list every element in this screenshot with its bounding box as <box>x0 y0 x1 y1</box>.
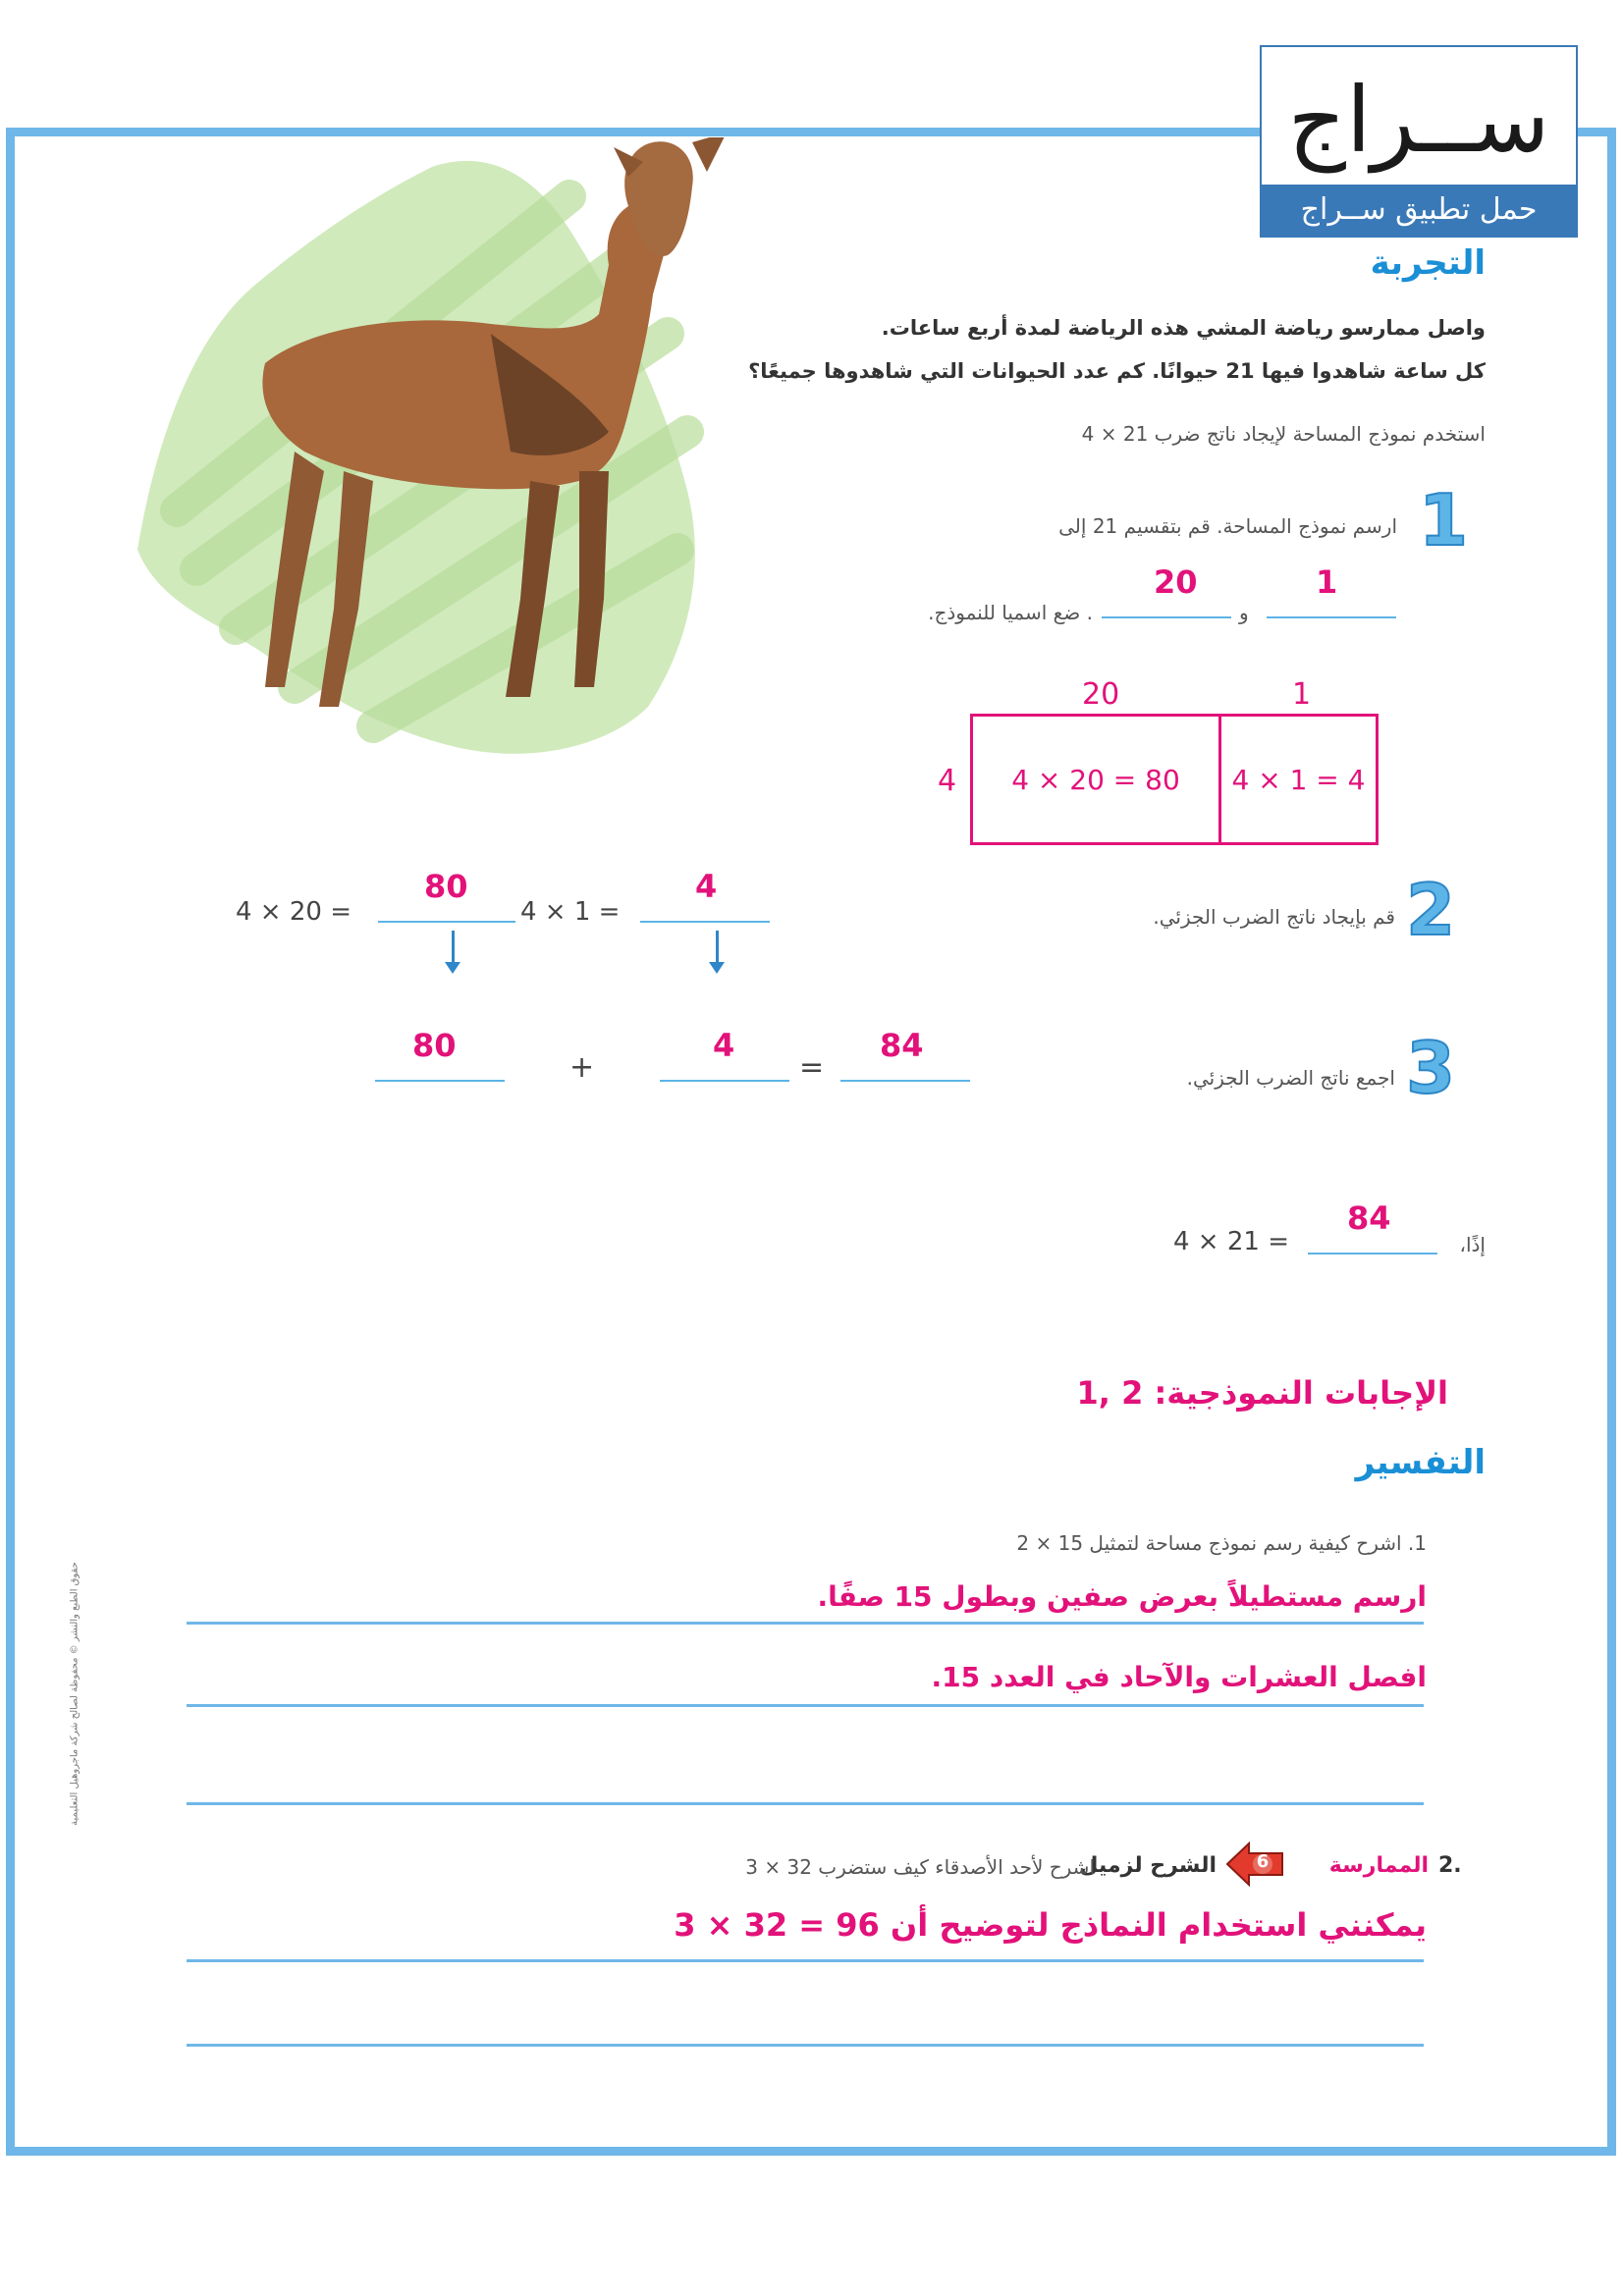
step-2-blank-2 <box>640 921 770 923</box>
q1-answer-1: ارسم مستطيلاً بعرض صفين وبطول 15 صفًا. <box>817 1580 1427 1613</box>
q2-text: اشرح لأحد الأصدقاء كيف ستضرب 32 × 3 <box>745 1855 1095 1879</box>
q2-answer: يمكنني استخدام النماذج لتوضيح أن 96 = 32 × 3 <box>674 1906 1427 1944</box>
area-cell-left <box>970 714 1221 845</box>
step-2-blank-1 <box>378 921 515 923</box>
step-3-equals: = <box>799 1050 825 1085</box>
step-2-expr-1: 4 × 20 = <box>236 897 352 927</box>
step-1-text-2: . ضع اسميا للنموذج. <box>928 601 1093 624</box>
answer-line <box>187 2044 1424 2047</box>
conclusion-prefix: إذًا، <box>1459 1233 1486 1256</box>
step-1-blank-b <box>1102 616 1231 618</box>
down-arrow-icon <box>452 931 455 964</box>
step-1-answer-b: 20 <box>1154 563 1198 601</box>
siraj-logo[interactable] <box>1260 45 1578 238</box>
area-cell-left-text: 4 × 20 = 80 <box>1011 764 1180 796</box>
q1-label: 1. اشرح كيفية رسم نموذج مساحة لتمثيل 15 × 2 <box>1016 1531 1427 1555</box>
interpret-title: التفسير <box>1355 1443 1486 1482</box>
area-top-left-label: 20 <box>1082 677 1120 712</box>
step-3-plus: + <box>569 1050 595 1085</box>
step-2-number: 2 <box>1406 869 1456 951</box>
step-1-number: 1 <box>1419 479 1469 561</box>
step-1-blank-a <box>1267 616 1396 618</box>
practice-badge-icon <box>1225 1842 1284 1887</box>
step-3-blank-2 <box>660 1080 789 1082</box>
q2-practice-label: الممارسة <box>1328 1853 1429 1878</box>
area-side-label: 4 <box>938 764 957 798</box>
logo-band[interactable]: حمل تطبيق ســراج <box>1262 185 1576 236</box>
side-note: حقوق الطبع والنشر © محفوظة لصالح شركة ماجروهيل التعليمية <box>69 1562 81 1826</box>
conclusion-answer: 84 <box>1347 1200 1391 1237</box>
step-2-text: قم بإيجاد ناتج الضرب الجزئي. <box>1153 905 1395 929</box>
practice-badge-number: 6 <box>1256 1851 1270 1872</box>
step-3-sum: 84 <box>880 1027 924 1064</box>
side-note-container <box>65 1355 79 2042</box>
intro-line-3: استخدم نموذج المساحة لإيجاد ناتج ضرب 21 × 4 <box>1081 422 1486 446</box>
down-arrow-icon <box>716 931 719 964</box>
step-3-addend-1: 80 <box>412 1027 457 1064</box>
step-2-answer-1: 80 <box>424 868 468 905</box>
answer-line <box>187 1622 1424 1625</box>
q2-number: 2. <box>1438 1853 1462 1878</box>
intro-line-2: كل ساعة شاهدوا فيها 21 حيوانًا. كم عدد الحيوانات التي شاهدوها جميعًا؟ <box>748 359 1486 383</box>
answer-line <box>187 1959 1424 1962</box>
intro-line-1: واصل ممارسو رياضة المشي هذه الرياضة لمدة أربع ساعات. <box>881 316 1486 340</box>
q1-answer-2: افصل العشرات والآحاد في العدد 15. <box>931 1661 1427 1693</box>
step-2-answer-2: 4 <box>695 868 718 905</box>
step-3-blank-sum <box>840 1080 970 1082</box>
answer-line <box>187 1704 1424 1707</box>
step-1-and: و <box>1239 601 1249 624</box>
area-cell-right <box>1218 714 1379 845</box>
step-1-answer-a: 1 <box>1316 563 1338 601</box>
area-top-right-label: 1 <box>1292 677 1312 712</box>
conclusion-blank <box>1308 1253 1437 1255</box>
step-3-addend-2: 4 <box>713 1027 735 1064</box>
step-3-blank-1 <box>375 1080 505 1082</box>
area-cell-right-text: 4 × 1 = 4 <box>1231 764 1366 796</box>
model-answers: الإجابات النموذجية: 2 ,1 <box>1076 1374 1448 1412</box>
logo-word: ســراج <box>1287 68 1550 173</box>
deer-illustration <box>118 137 766 766</box>
answer-line <box>187 1802 1424 1805</box>
step-3-number: 3 <box>1406 1027 1456 1109</box>
conclusion-expr: 4 × 21 = <box>1173 1227 1289 1256</box>
step-2-expr-2: 4 × 1 = <box>520 897 621 927</box>
step-3-text: اجمع ناتج الضرب الجزئي. <box>1186 1066 1395 1090</box>
q2-explain-label: الشرح لزميل <box>1079 1853 1217 1878</box>
step-1-text: ارسم نموذج المساحة. قم بتقسيم 21 إلى <box>1058 514 1397 538</box>
section-title: التجربة <box>1370 243 1486 283</box>
